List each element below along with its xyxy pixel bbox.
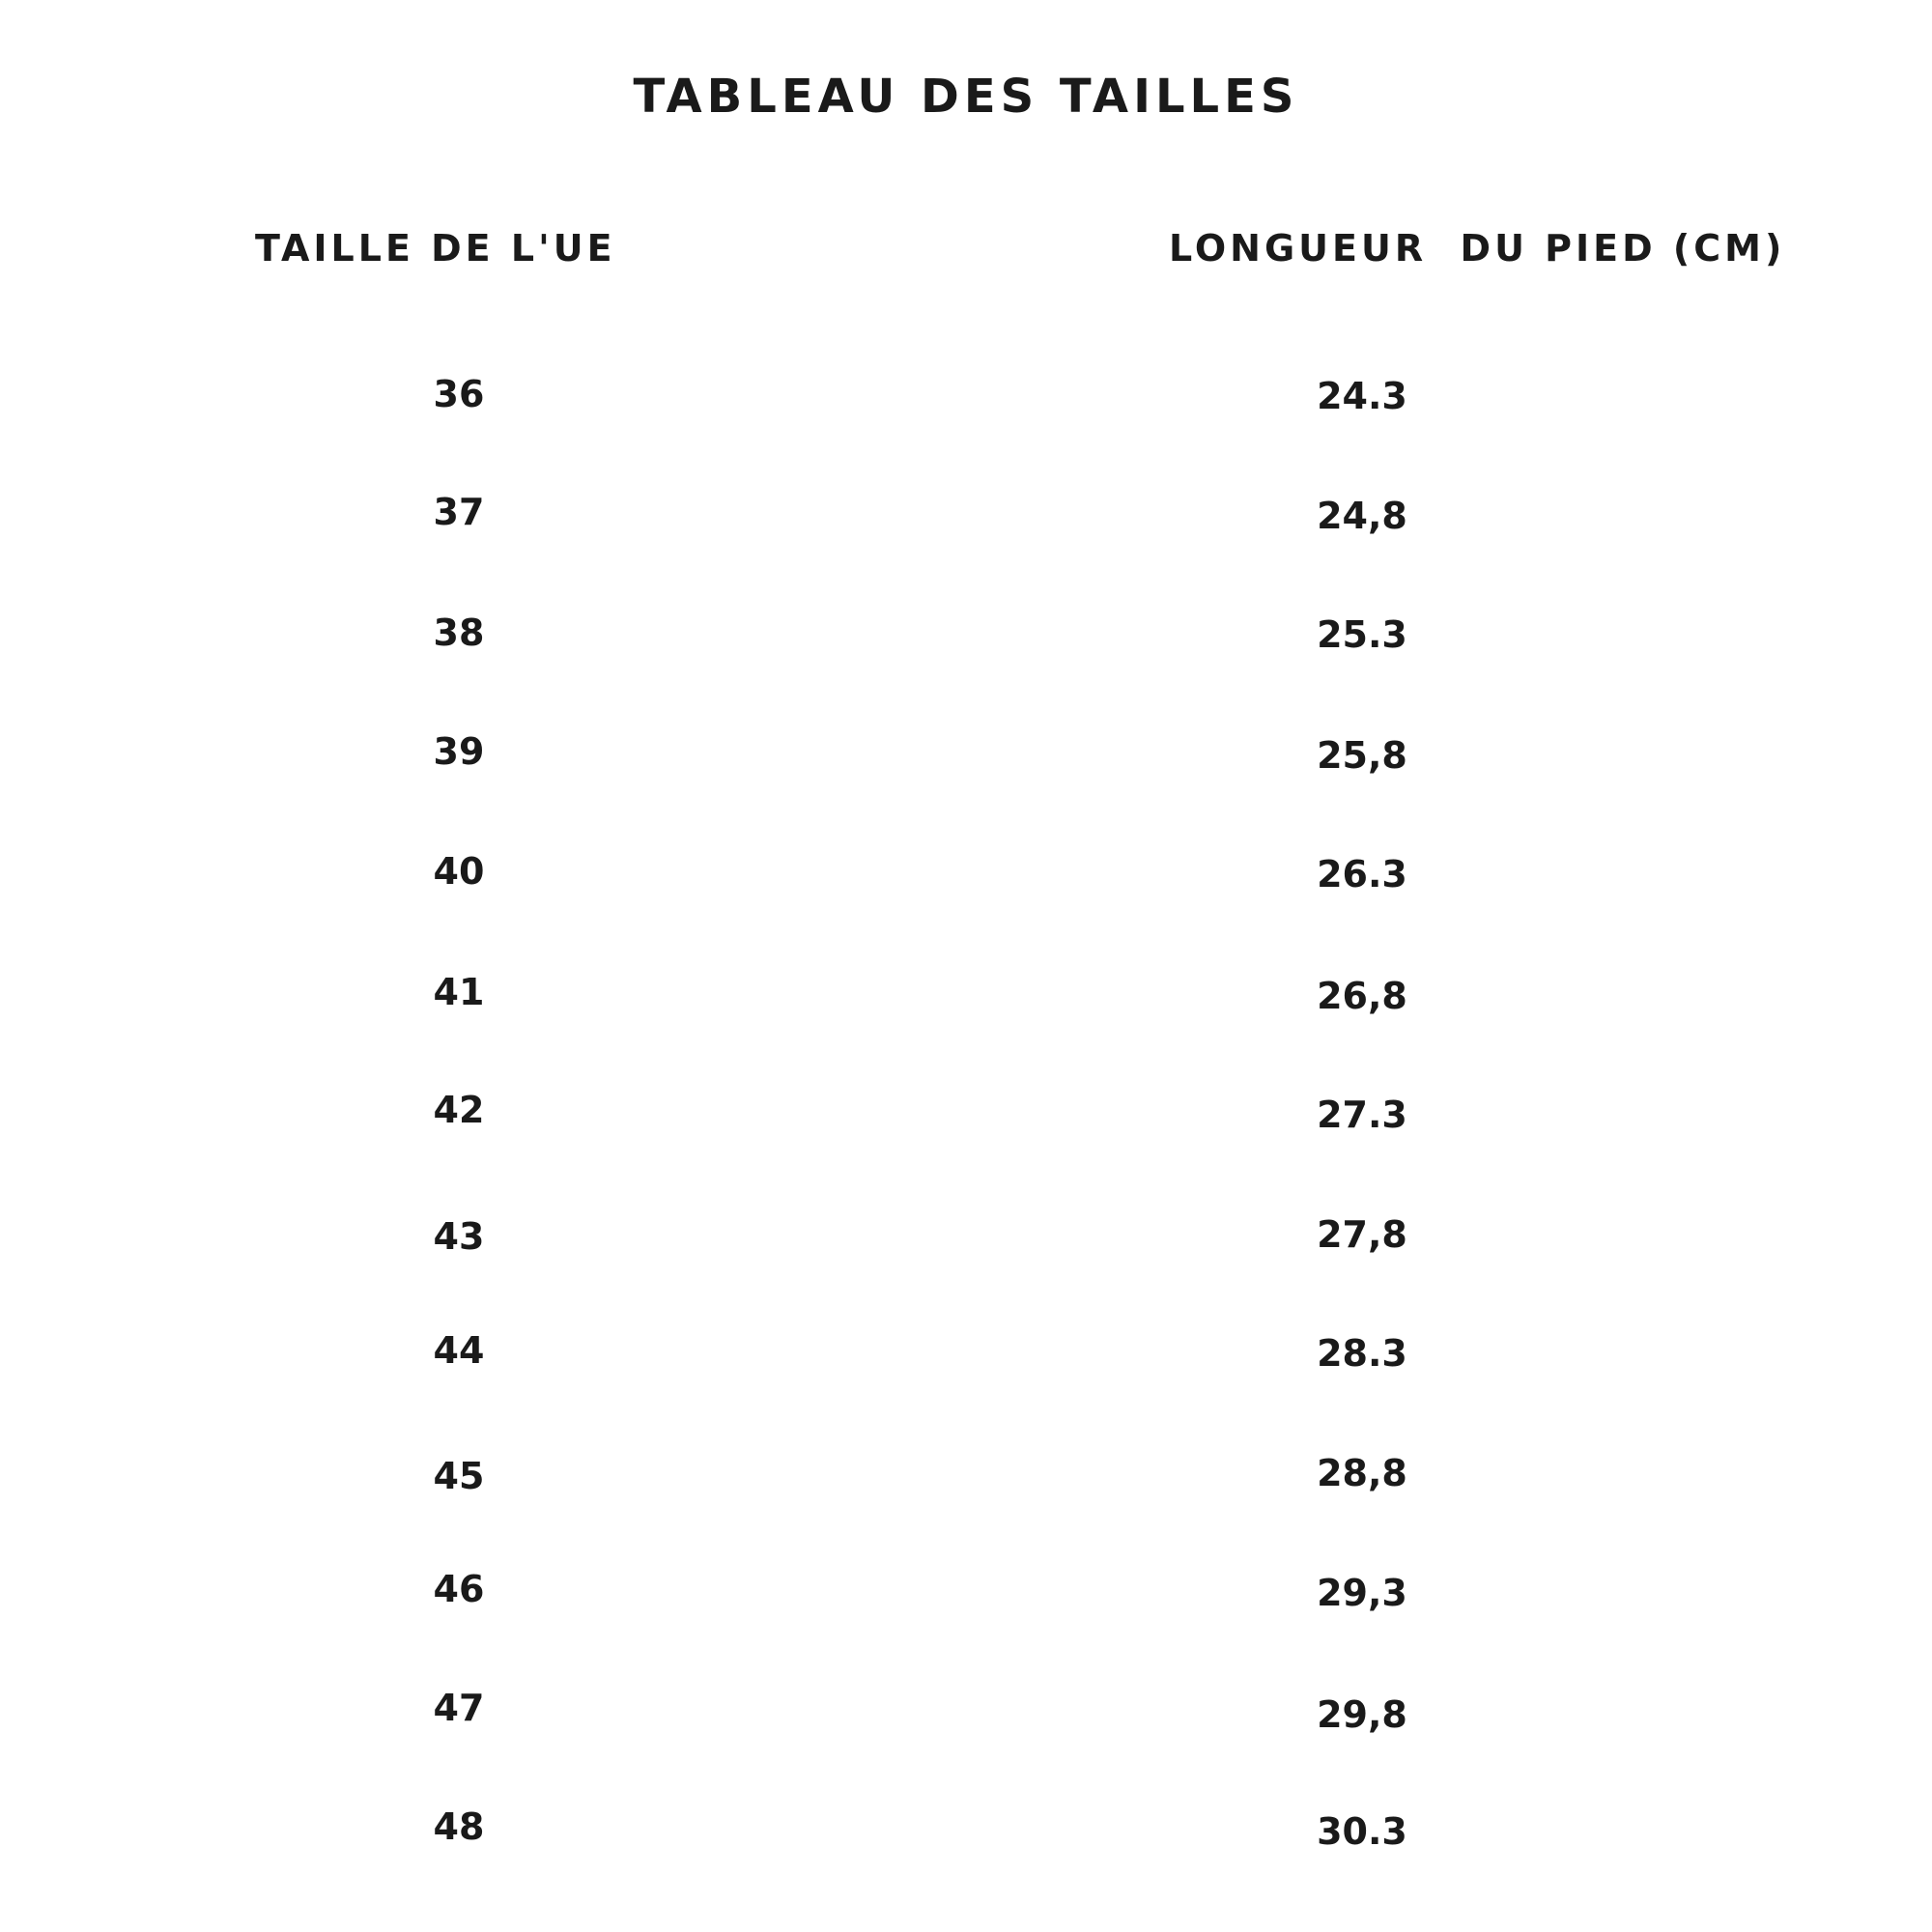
eu-size-cell: 48 [433, 1805, 485, 1848]
foot-length-cell: 25,8 [1317, 734, 1407, 777]
foot-length-cell: 26,8 [1317, 975, 1407, 1017]
eu-size-cell: 45 [433, 1455, 485, 1497]
eu-size-cell: 43 [433, 1215, 485, 1258]
foot-length-cell: 28.3 [1317, 1332, 1407, 1375]
eu-size-cell: 47 [433, 1687, 485, 1729]
column-header-foot-length: LONGUEUR DU PIED (CM) [1169, 227, 1786, 270]
eu-size-cell: 42 [433, 1089, 485, 1131]
eu-size-cell: 37 [433, 491, 485, 533]
foot-length-cell: 26.3 [1317, 853, 1407, 895]
foot-length-cell: 24.3 [1317, 375, 1407, 417]
eu-size-cell: 38 [433, 611, 485, 654]
foot-length-cell: 30.3 [1317, 1810, 1407, 1853]
foot-length-cell: 28,8 [1317, 1452, 1407, 1494]
column-header-eu-size: TAILLE DE L'UE [255, 227, 616, 270]
eu-size-cell: 41 [433, 971, 485, 1013]
foot-length-cell: 25.3 [1317, 613, 1407, 656]
eu-size-cell: 44 [433, 1329, 485, 1372]
foot-length-cell: 29,8 [1317, 1693, 1407, 1736]
eu-size-cell: 40 [433, 850, 485, 893]
eu-size-cell: 46 [433, 1568, 485, 1610]
page-title: TABLEAU DES TAILLES [633, 70, 1299, 124]
eu-size-cell: 39 [433, 730, 485, 773]
foot-length-cell: 29,3 [1317, 1572, 1407, 1614]
foot-length-cell: 27,8 [1317, 1213, 1407, 1256]
eu-size-cell: 36 [433, 373, 485, 415]
foot-length-cell: 27.3 [1317, 1094, 1407, 1136]
foot-length-cell: 24,8 [1317, 495, 1407, 537]
